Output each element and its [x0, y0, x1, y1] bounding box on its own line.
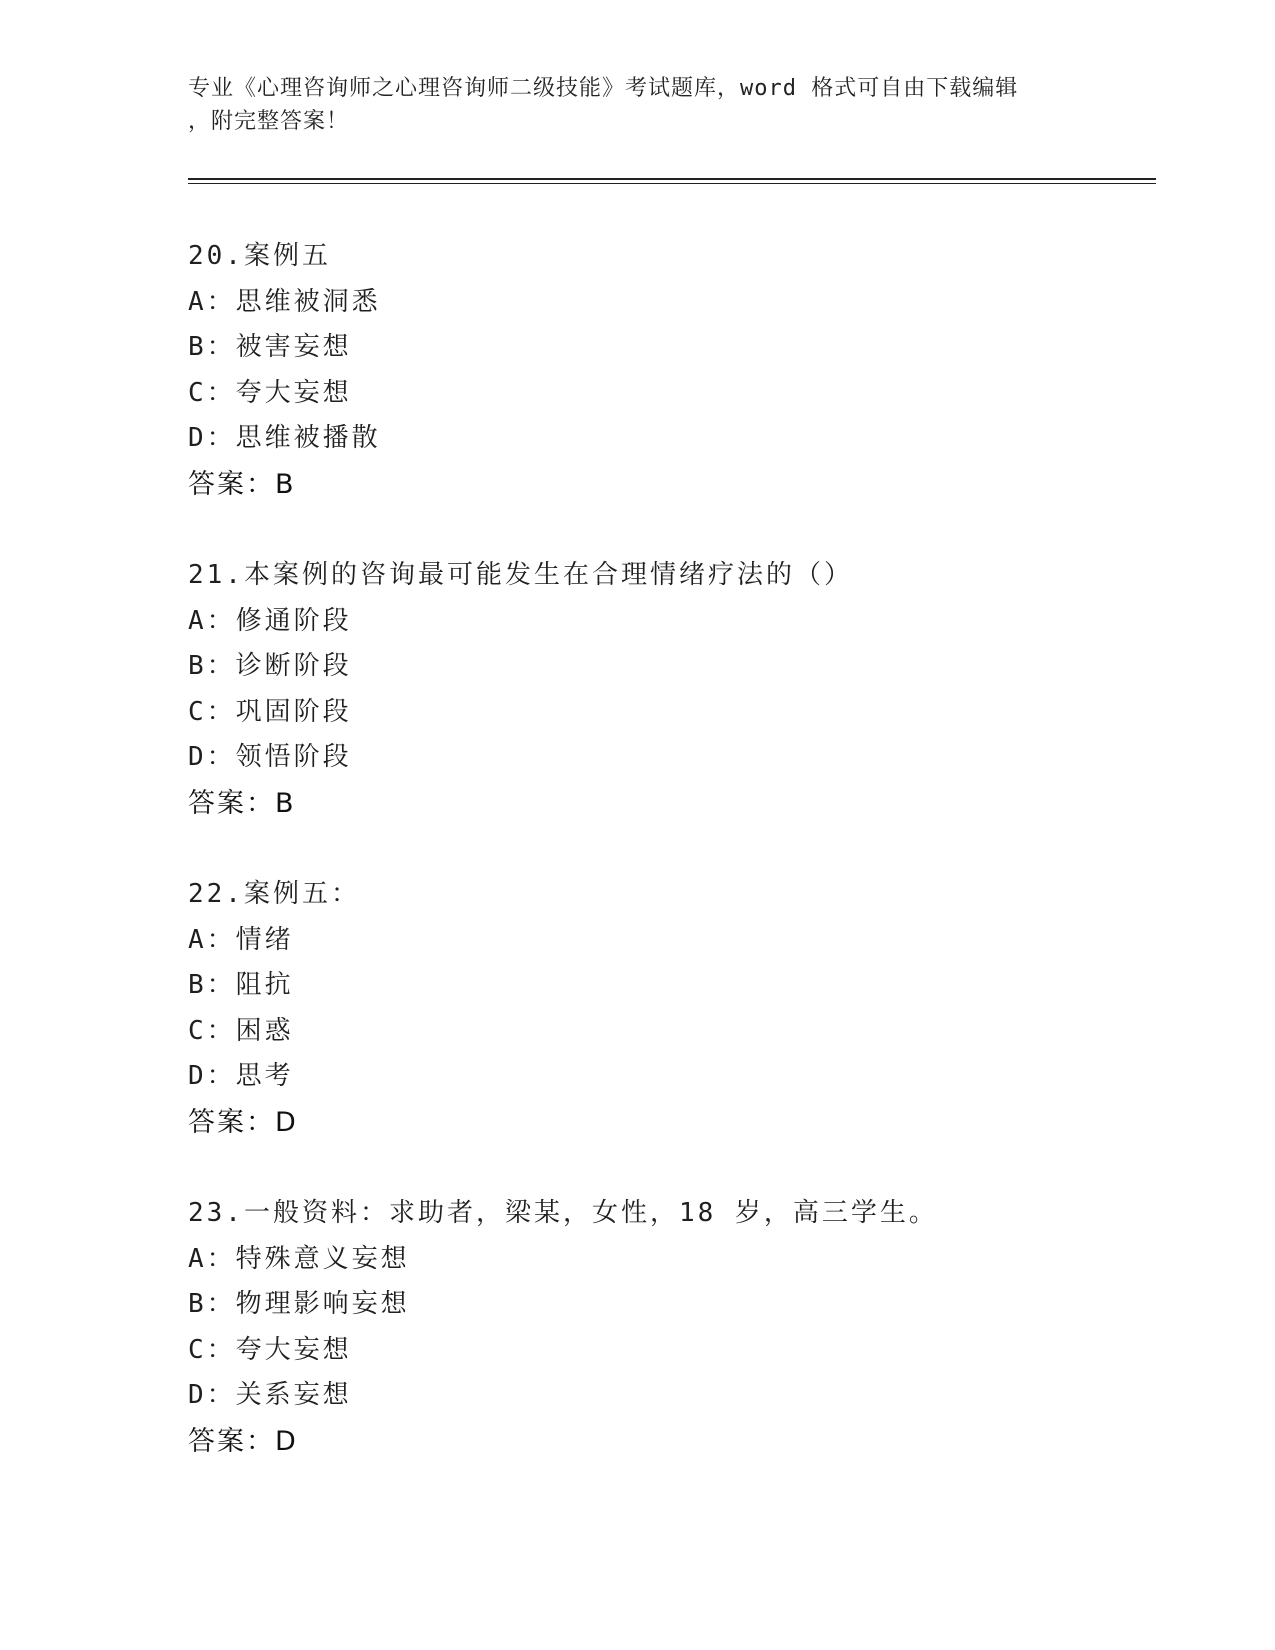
question-list [188, 234, 1156, 1510]
document-header [188, 72, 1088, 138]
option-b: B：被害妄想 [188, 332, 352, 362]
option-c: C：夸大妄想 [188, 1334, 352, 1365]
question-21 [188, 553, 1156, 826]
question-stem: 20.案例五 [188, 241, 331, 271]
option-b: B：诊断阶段 [188, 651, 352, 681]
header-divider [188, 178, 1156, 180]
option-a: A：修通阶段 [188, 605, 352, 636]
option-c: C：困惑 [188, 1015, 294, 1046]
question-23 [188, 1191, 1156, 1464]
answer-line: 答案：B [188, 468, 296, 500]
header-line-2: ，附完整答案！ [188, 109, 350, 134]
option-a: A：特殊意义妄想 [188, 1243, 410, 1274]
option-d: D：关系妄想 [188, 1380, 352, 1410]
question-stem: 21.本案例的咨询最可能发生在合理情绪疗法的（） [188, 560, 853, 590]
option-d: D：领悟阶段 [188, 742, 352, 772]
question-stem: 22.案例五： [188, 879, 360, 909]
header-divider-thin [188, 183, 1156, 184]
answer-line: 答案：B [188, 787, 296, 819]
option-b: B：阻抗 [188, 970, 294, 1000]
question-stem: 23.一般资料：求助者，梁某，女性，18 岁，高三学生。 [188, 1198, 938, 1228]
option-a: A：思维被洞悉 [188, 286, 381, 317]
option-b: B：物理影响妄想 [188, 1289, 410, 1319]
header-line-1: 专业《心理咨询师之心理咨询师二级技能》考试题库，word 格式可自由下载编辑 [188, 76, 1019, 101]
option-d: D：思考 [188, 1061, 294, 1091]
option-c: C：夸大妄想 [188, 377, 352, 408]
answer-line: 答案：D [188, 1106, 298, 1138]
option-d: D：思维被播散 [188, 423, 381, 453]
question-20 [188, 234, 1156, 507]
answer-line: 答案：D [188, 1425, 298, 1457]
question-22 [188, 872, 1156, 1145]
option-a: A：情绪 [188, 924, 294, 955]
option-c: C：巩固阶段 [188, 696, 352, 727]
